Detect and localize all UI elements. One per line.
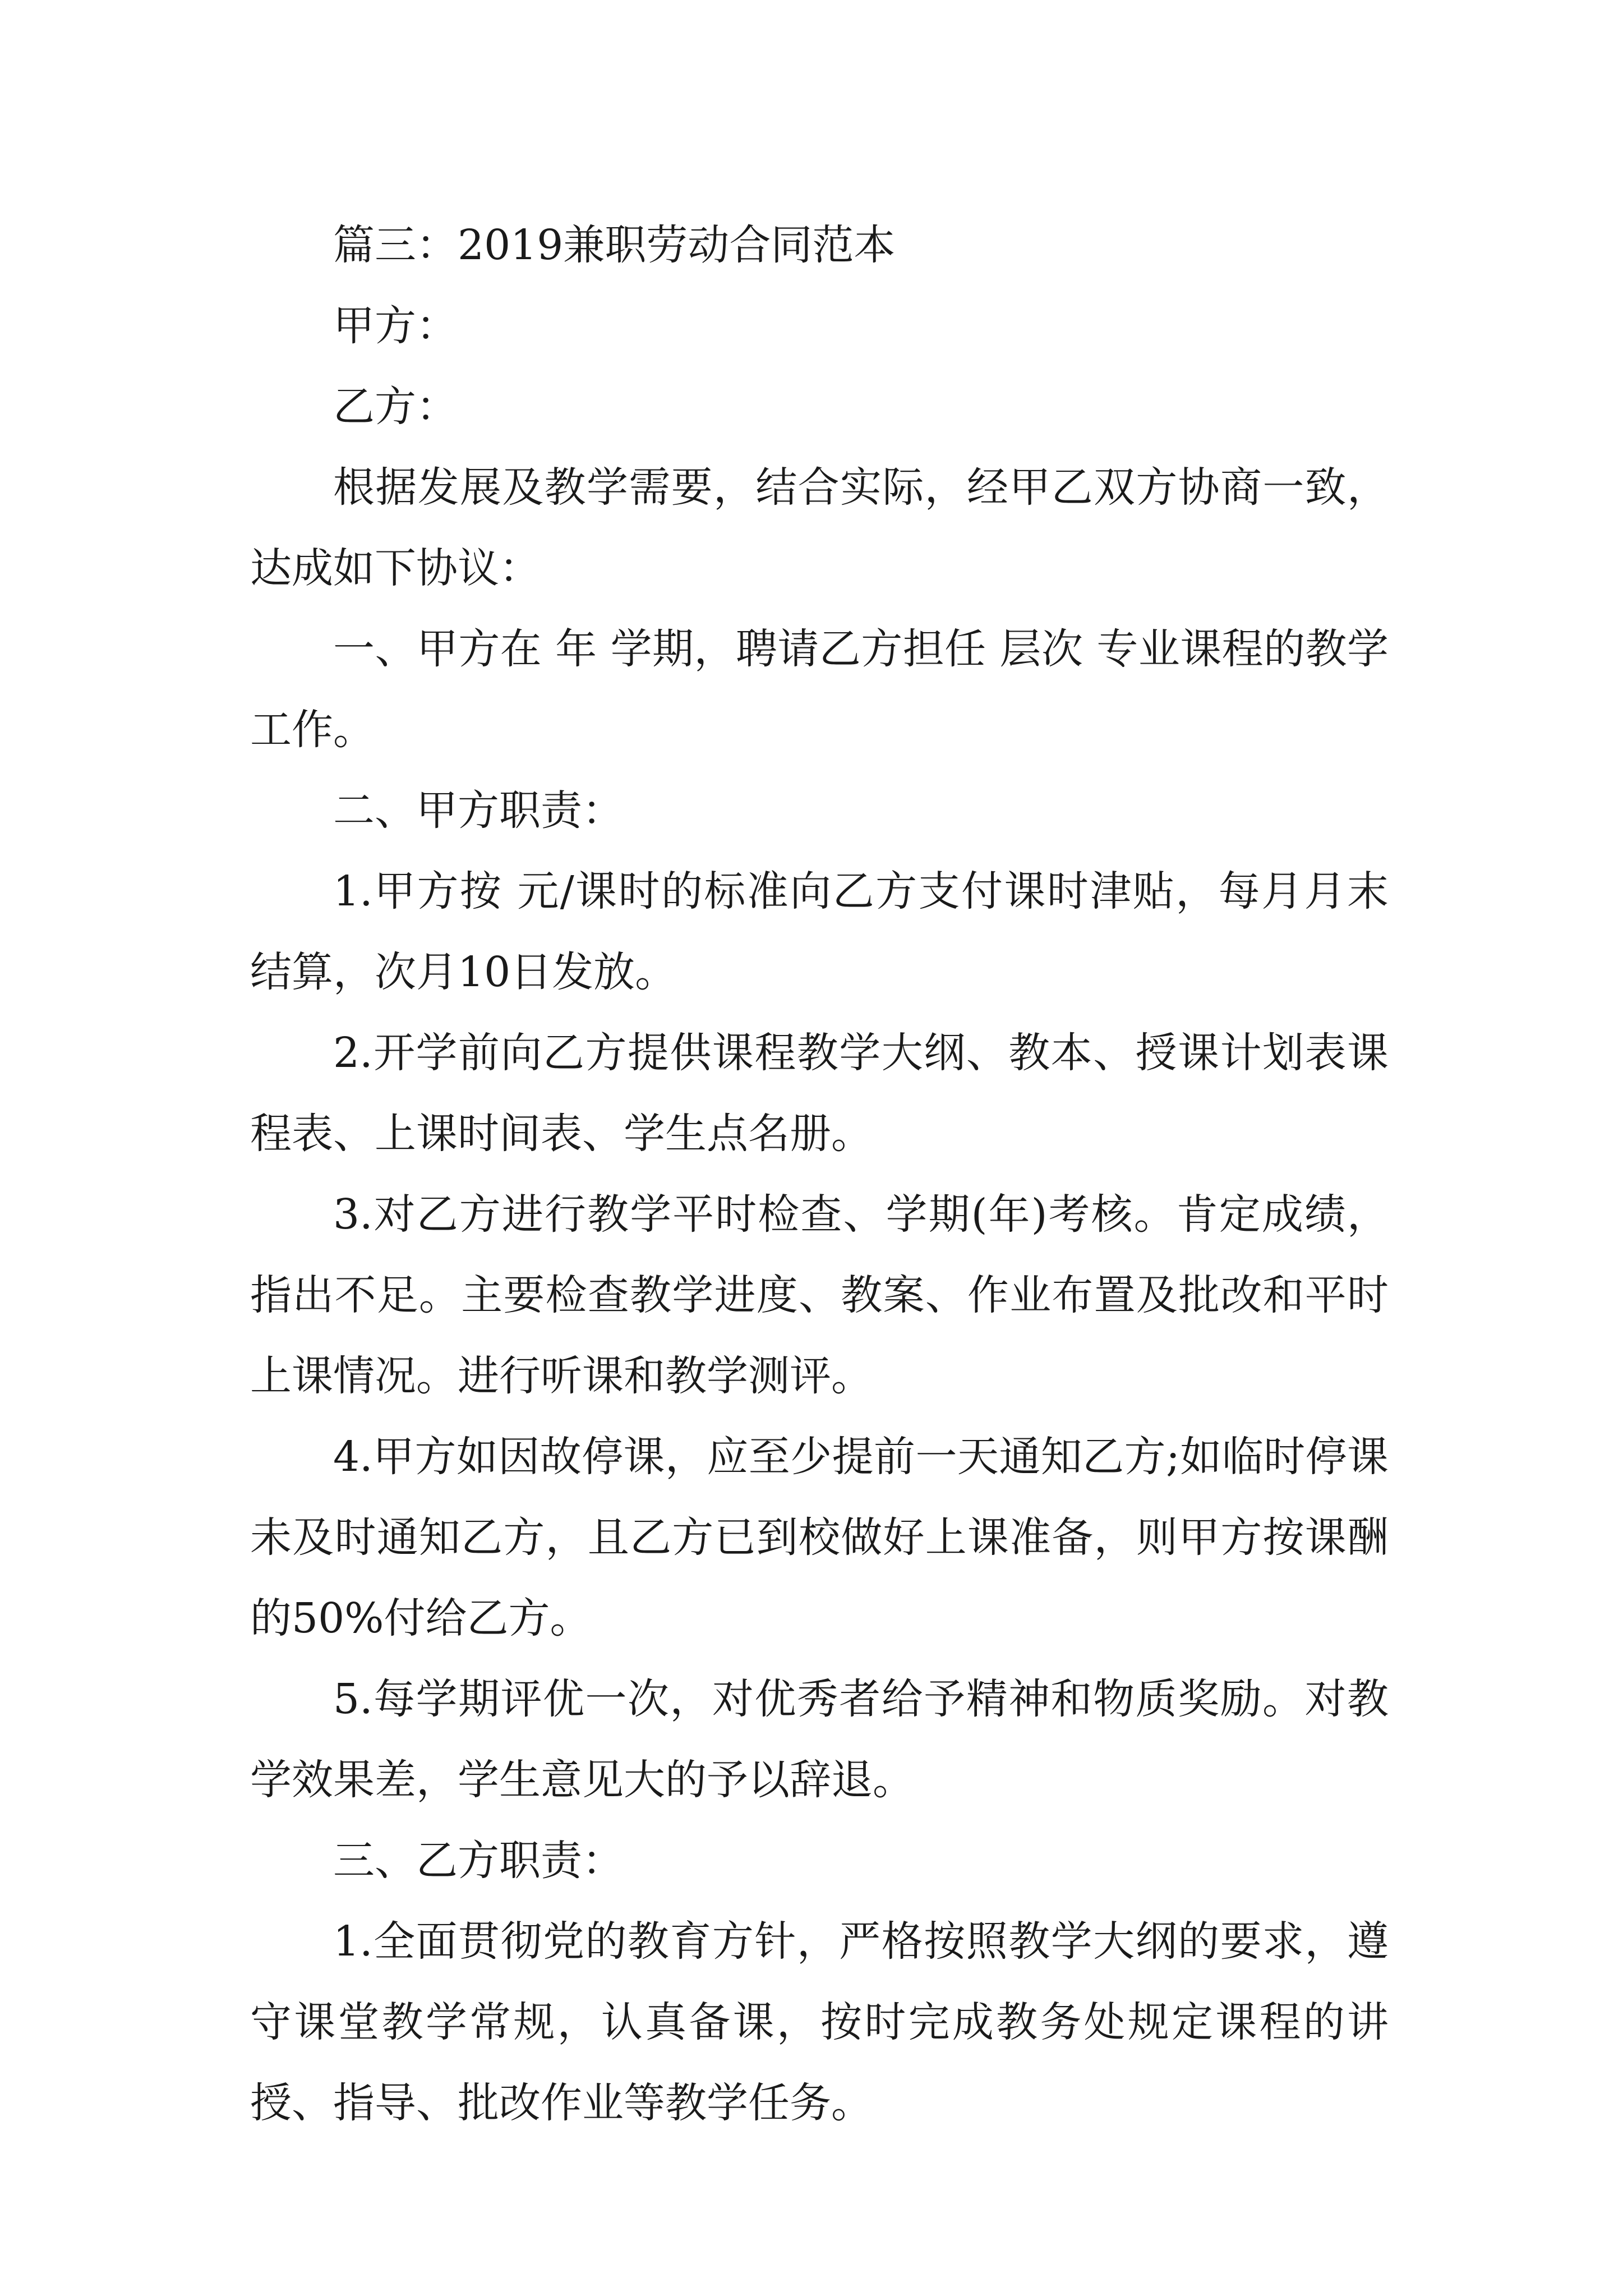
document-body bbox=[250, 205, 1389, 2143]
party-a-duty-1: 1.甲方按 元/课时的标准向乙方支付课时津贴，每月月末结算，次月10日发放。 bbox=[250, 867, 1389, 996]
document-title: 篇三：2019兼职劳动合同范本 bbox=[333, 221, 896, 269]
section-heading-party-b-duties: 三、乙方职责： bbox=[333, 1837, 624, 1885]
clause-one: 一、甲方在 年 学期，聘请乙方担任 层次 专业课程的教学工作。 bbox=[250, 625, 1389, 754]
party-a-duty-5: 5.每学期评优一次，对优秀者给予精神和物质奖励。对教学效果差，学生意见大的予以辞退。 bbox=[250, 1675, 1389, 1804]
section-heading-party-a-duties: 二、甲方职责： bbox=[333, 786, 624, 835]
party-a-duty-2: 2.开学前向乙方提供课程教学大纲、教本、授课计划表课程表、上课时间表、学生点名册。 bbox=[250, 1029, 1389, 1158]
party-a-line: 甲方： bbox=[333, 302, 458, 350]
party-a-duty-4: 4.甲方如因故停课，应至少提前一天通知乙方;如临时停课未及时通知乙方，且乙方已到校做好上课准备，则甲方按课酬的50%付给乙方。 bbox=[250, 1433, 1389, 1642]
party-a-duty-3: 3.对乙方进行教学平时检查、学期(年)考核。肯定成绩，指出不足。主要检查教学进度、教案、作业布置及批改和平时上课情况。进行听课和教学测评。 bbox=[250, 1190, 1389, 1400]
party-b-duty-1: 1.全面贯彻党的教育方针，严格按照教学大纲的要求，遵守课堂教学常规，认真备课，按时完成教务处规定课程的讲授、指导、批改作业等教学任务。 bbox=[250, 1917, 1389, 2127]
preamble-paragraph: 根据发展及教学需要，结合实际，经甲乙双方协商一致，达成如下协议： bbox=[250, 463, 1389, 592]
party-b-line: 乙方： bbox=[333, 383, 458, 431]
